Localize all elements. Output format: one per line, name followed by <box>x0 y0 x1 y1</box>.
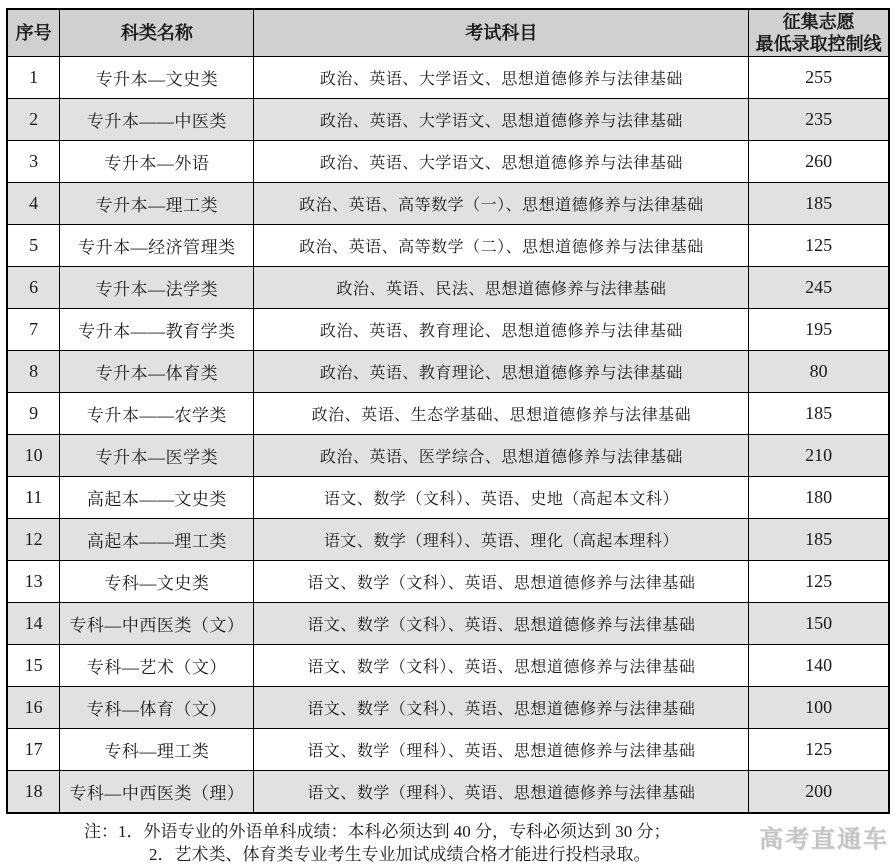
subjects-cell: 政治、英语、医学综合、思想道德修养与法律基础 <box>254 435 749 477</box>
header-row <box>7 9 889 57</box>
score-cell: 125 <box>749 729 889 771</box>
category-cell: 专升本—文史类 <box>60 57 254 99</box>
table-row <box>7 57 889 99</box>
category-cell: 专科—文史类 <box>60 561 254 603</box>
table-row <box>7 561 889 603</box>
score-cell: 150 <box>749 603 889 645</box>
table-header <box>7 9 889 57</box>
row-number-cell: 9 <box>7 393 60 435</box>
table-row <box>7 309 889 351</box>
subjects-cell: 政治、英语、大学语文、思想道德修养与法律基础 <box>254 141 749 183</box>
header-score-line2: 最低录取控制线 <box>755 34 882 54</box>
subjects-cell: 政治、英语、教育理论、思想道德修养与法律基础 <box>254 309 749 351</box>
table-body <box>7 57 889 814</box>
row-number-cell: 8 <box>7 351 60 393</box>
score-cell: 185 <box>749 519 889 561</box>
row-number-cell: 10 <box>7 435 60 477</box>
subjects-cell: 政治、英语、教育理论、思想道德修养与法律基础 <box>254 351 749 393</box>
subjects-cell: 语文、数学（文科）、英语、思想道德修养与法律基础 <box>254 561 749 603</box>
row-number-cell: 3 <box>7 141 60 183</box>
row-number-cell: 5 <box>7 225 60 267</box>
category-cell: 专科—中西医类（理） <box>60 771 254 814</box>
category-cell: 专科—艺术（文） <box>60 645 254 687</box>
row-number-cell: 2 <box>7 99 60 141</box>
subjects-cell: 政治、英语、大学语文、思想道德修养与法律基础 <box>254 57 749 99</box>
subjects-cell: 语文、数学（文科）、英语、史地（高起本文科） <box>254 477 749 519</box>
subjects-cell: 语文、数学（文科）、英语、思想道德修养与法律基础 <box>254 603 749 645</box>
category-cell: 高起本——文史类 <box>60 477 254 519</box>
table-row <box>7 267 889 309</box>
table-row <box>7 435 889 477</box>
category-cell: 专升本—法学类 <box>60 267 254 309</box>
subjects-cell: 政治、英语、生态学基础、思想道德修养与法律基础 <box>254 393 749 435</box>
row-number-cell: 1 <box>7 57 60 99</box>
score-cell: 245 <box>749 267 889 309</box>
table-row <box>7 351 889 393</box>
note-line-1: 注：1．外语专业的外语单科成绩：本科必须达到 40 分，专科必须达到 30 分； <box>84 822 671 841</box>
subjects-cell: 语文、数学（理科）、英语、理化（高起本理科） <box>254 519 749 561</box>
header-score-line1: 征集志愿 <box>782 12 855 32</box>
subjects-cell: 政治、英语、民法、思想道德修养与法律基础 <box>254 267 749 309</box>
category-cell: 专升本—外语 <box>60 141 254 183</box>
row-number-cell: 16 <box>7 687 60 729</box>
row-number-cell: 11 <box>7 477 60 519</box>
score-cell: 235 <box>749 99 889 141</box>
category-cell: 专升本——农学类 <box>60 393 254 435</box>
admission-score-table <box>6 8 890 814</box>
table-row <box>7 603 889 645</box>
table-row <box>7 477 889 519</box>
header-cell-score <box>749 9 889 57</box>
category-cell: 专升本—理工类 <box>60 183 254 225</box>
category-cell: 专科—理工类 <box>60 729 254 771</box>
subjects-cell: 政治、英语、高等数学（一）、思想道德修养与法律基础 <box>254 183 749 225</box>
subjects-cell: 语文、数学（文科）、英语、思想道德修养与法律基础 <box>254 645 749 687</box>
score-cell: 125 <box>749 225 889 267</box>
score-cell: 260 <box>749 141 889 183</box>
table-row <box>7 393 889 435</box>
score-cell: 125 <box>749 561 889 603</box>
category-cell: 专科—中西医类（文） <box>60 603 254 645</box>
row-number-cell: 4 <box>7 183 60 225</box>
row-number-cell: 6 <box>7 267 60 309</box>
row-number-cell: 15 <box>7 645 60 687</box>
score-cell: 200 <box>749 771 889 814</box>
watermark: 高考直通车 <box>759 827 889 853</box>
row-number-cell: 12 <box>7 519 60 561</box>
row-number-cell: 14 <box>7 603 60 645</box>
row-number-cell: 18 <box>7 771 60 814</box>
subjects-cell: 政治、英语、高等数学（二）、思想道德修养与法律基础 <box>254 225 749 267</box>
table-row <box>7 687 889 729</box>
table-row <box>7 519 889 561</box>
subjects-cell: 语文、数学（理科）、英语、思想道德修养与法律基础 <box>254 771 749 814</box>
score-cell: 140 <box>749 645 889 687</box>
category-cell: 专升本—医学类 <box>60 435 254 477</box>
score-cell: 100 <box>749 687 889 729</box>
table-row <box>7 645 889 687</box>
score-cell: 210 <box>749 435 889 477</box>
table-row <box>7 99 889 141</box>
row-number-cell: 7 <box>7 309 60 351</box>
subjects-cell: 语文、数学（理科）、英语、思想道德修养与法律基础 <box>254 729 749 771</box>
category-cell: 专升本—经济管理类 <box>60 225 254 267</box>
table-row <box>7 729 889 771</box>
table-row <box>7 225 889 267</box>
table-row <box>7 771 889 814</box>
header-cell-subjects: 考试科目 <box>254 9 749 57</box>
subjects-cell: 语文、数学（文科）、英语、思想道德修养与法律基础 <box>254 687 749 729</box>
score-cell: 255 <box>749 57 889 99</box>
table-row <box>7 141 889 183</box>
note-line-2: 2．艺术类、体育类专业考生专业加试成绩合格才能进行投档录取。 <box>149 845 651 864</box>
category-cell: 专升本—体育类 <box>60 351 254 393</box>
score-cell: 185 <box>749 393 889 435</box>
score-cell: 180 <box>749 477 889 519</box>
subjects-cell: 政治、英语、大学语文、思想道德修养与法律基础 <box>254 99 749 141</box>
category-cell: 专升本——教育学类 <box>60 309 254 351</box>
header-cell-number: 序号 <box>7 9 60 57</box>
category-cell: 专升本——中医类 <box>60 99 254 141</box>
category-cell: 专科—体育（文） <box>60 687 254 729</box>
score-cell: 195 <box>749 309 889 351</box>
table-row <box>7 183 889 225</box>
score-cell: 185 <box>749 183 889 225</box>
score-cell: 80 <box>749 351 889 393</box>
row-number-cell: 13 <box>7 561 60 603</box>
row-number-cell: 17 <box>7 729 60 771</box>
category-cell: 高起本——理工类 <box>60 519 254 561</box>
header-cell-category: 科类名称 <box>60 9 254 57</box>
